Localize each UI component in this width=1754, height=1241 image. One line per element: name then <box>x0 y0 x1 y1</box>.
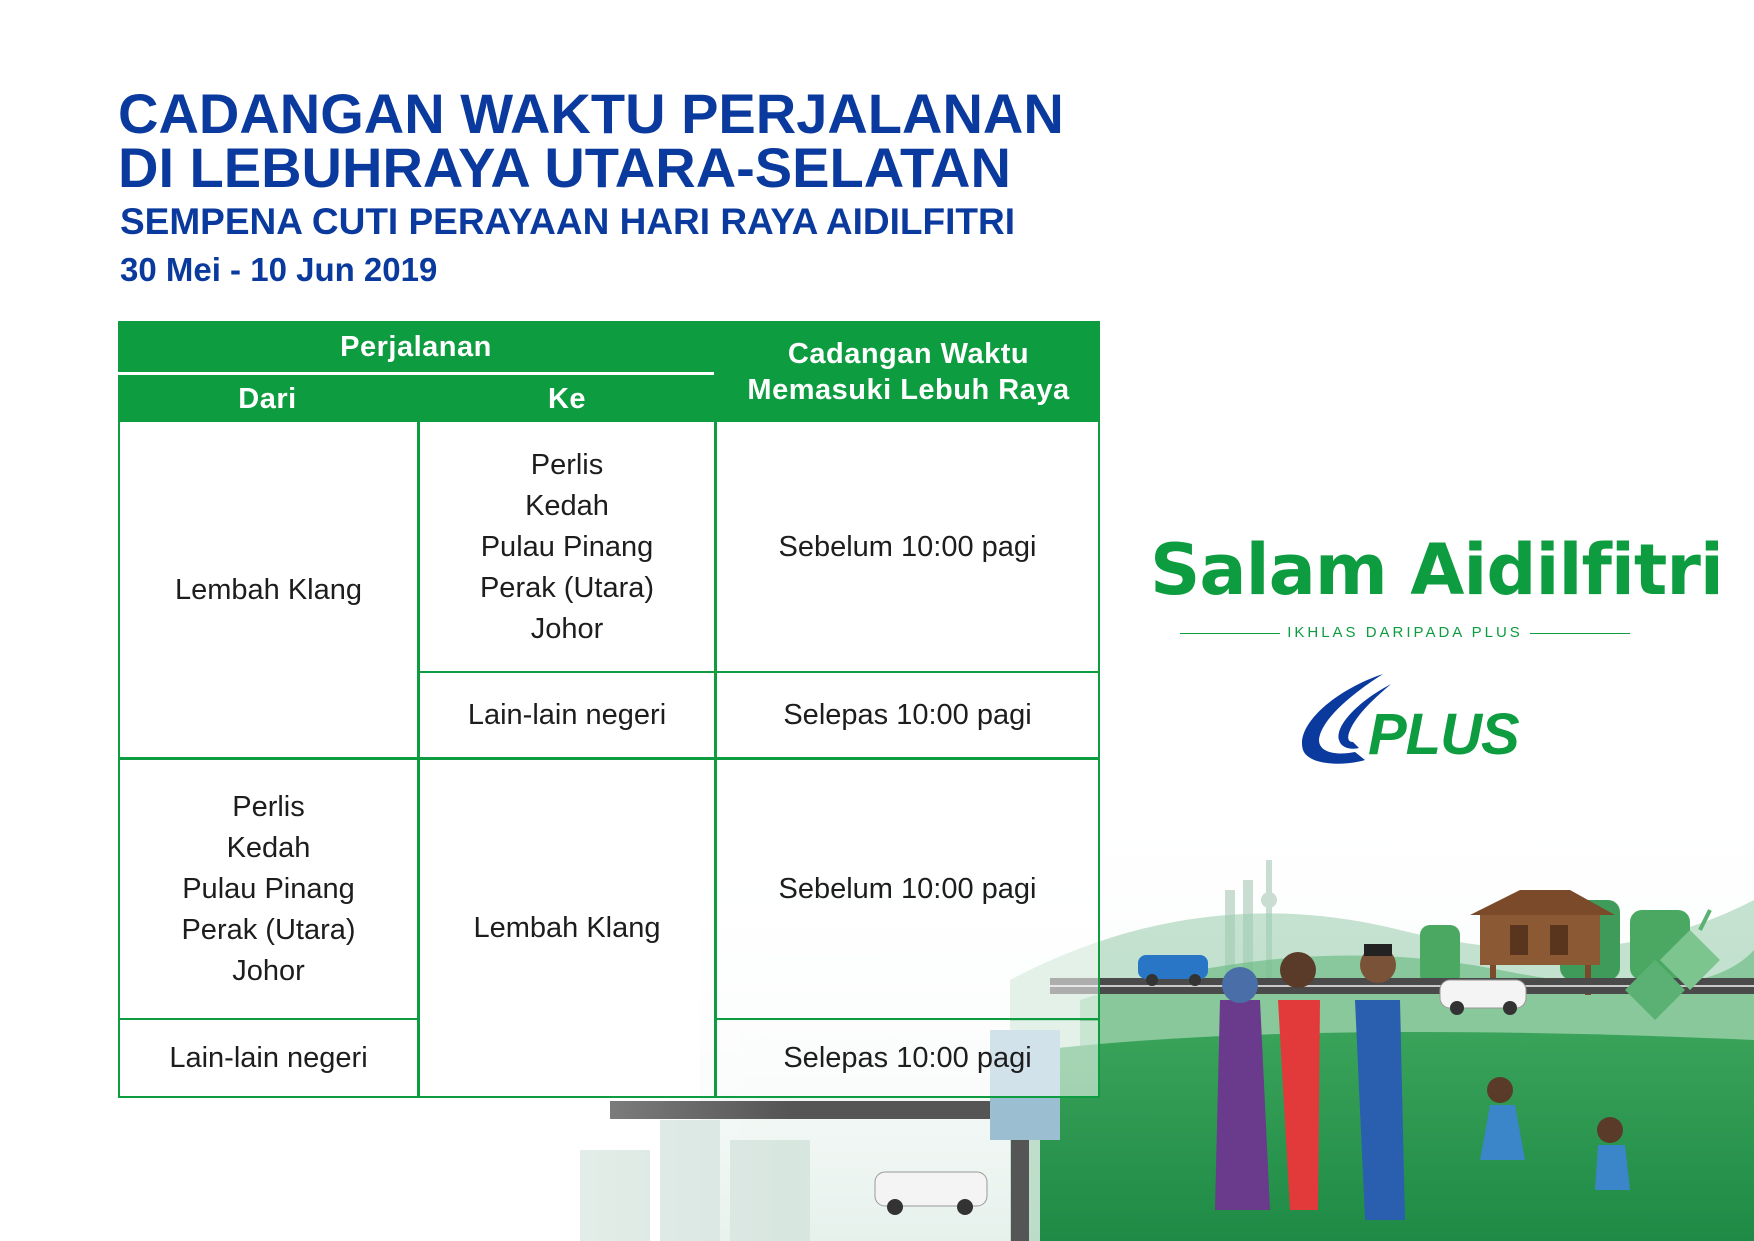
table-divider <box>417 375 420 1098</box>
header-from: Dari <box>118 375 417 422</box>
row1-time-before: Sebelum 10:00 pagi <box>717 423 1098 671</box>
row2-time-before: Sebelum 10:00 pagi <box>717 760 1098 1018</box>
title-line-1: CADANGAN WAKTU PERJALANAN <box>118 82 1064 145</box>
table-border-bottom <box>118 1096 1100 1098</box>
subtitle: SEMPENA CUTI PERAYAAN HARI RAYA AIDILFITRI <box>120 201 1015 242</box>
table-border-left <box>118 321 120 1098</box>
table-divider <box>118 757 1100 760</box>
row1-to-other: Lain-lain negeri <box>420 673 714 757</box>
row2-to: Lembah Klang <box>420 760 714 1096</box>
table-divider <box>420 671 1098 673</box>
greeting-text: Salam Aidilfitri <box>1150 529 1723 611</box>
row2-time-after: Selepas 10:00 pagi <box>717 1021 1098 1096</box>
table-divider <box>118 372 714 375</box>
plus-logo-text: PLUS <box>1368 702 1519 767</box>
header-suggested-time: Cadangan Waktu Memasuki Lebuh Raya <box>717 321 1100 422</box>
header-to: Ke <box>420 375 714 422</box>
row2-from-states: Perlis Kedah Pulau Pinang Perak (Utara) Johor <box>120 760 417 1018</box>
date-range: 30 Mei - 10 Jun 2019 <box>120 251 438 288</box>
row1-from: Lembah Klang <box>120 423 417 757</box>
header-journey: Perjalanan <box>118 321 714 372</box>
tagline-rule-right <box>1530 633 1630 634</box>
row1-time-after: Selepas 10:00 pagi <box>717 673 1098 757</box>
table-border-right <box>1098 321 1100 1098</box>
table-divider <box>714 321 717 1098</box>
table-divider <box>118 1018 417 1020</box>
tagline-text: IKHLAS DARIPADA PLUS <box>1287 624 1523 641</box>
row1-to-states: Perlis Kedah Pulau Pinang Perak (Utara) Johor <box>420 423 714 671</box>
title-line-2: DI LEBUHRAYA UTARA-SELATAN <box>118 136 1011 199</box>
travel-time-table <box>118 321 1100 1098</box>
table-divider <box>717 1018 1098 1020</box>
row2-from-other: Lain-lain negeri <box>120 1021 417 1096</box>
tagline-block <box>1180 622 1630 644</box>
